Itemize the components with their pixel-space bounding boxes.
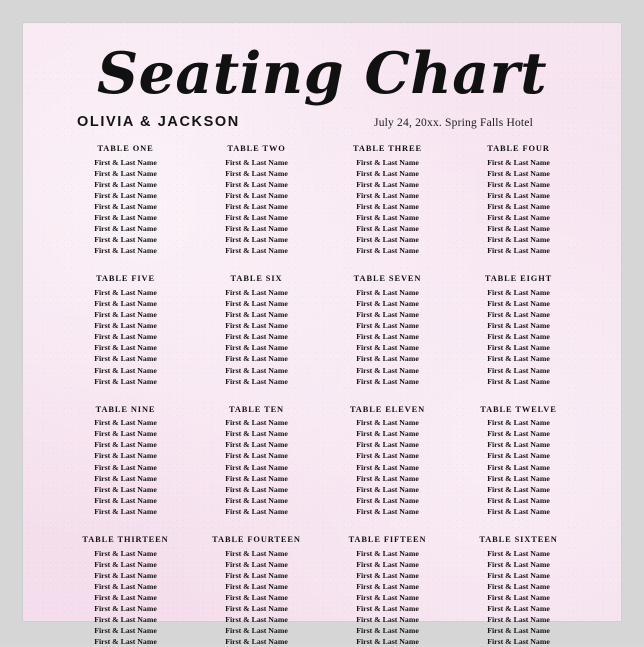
- guest-name: First & Last Name: [356, 581, 419, 591]
- table-heading: TABLE FIFTEEN: [348, 535, 427, 545]
- guest-name: First & Last Name: [94, 592, 157, 602]
- guest-name: First & Last Name: [356, 287, 419, 297]
- guest-name: First & Last Name: [225, 376, 288, 386]
- guest-name: First & Last Name: [94, 332, 157, 342]
- guest-name: First & Last Name: [487, 246, 550, 256]
- guest-name: First & Last Name: [225, 559, 288, 569]
- guest-name: First & Last Name: [487, 224, 550, 234]
- guest-name: First & Last Name: [94, 451, 157, 461]
- guest-name: First & Last Name: [356, 451, 419, 461]
- table-block: [325, 405, 450, 517]
- table-block: [63, 144, 188, 256]
- guest-name: First & Last Name: [94, 201, 157, 211]
- guest-name: First & Last Name: [356, 604, 419, 613]
- table-heading: TABLE NINE: [95, 404, 156, 414]
- guest-name: First & Last Name: [225, 224, 288, 234]
- table-heading: TABLE SIX: [230, 274, 283, 284]
- guest-name: First & Last Name: [356, 570, 419, 580]
- guest-name: First & Last Name: [225, 451, 288, 461]
- guest-name: First & Last Name: [487, 321, 550, 331]
- guest-name: First & Last Name: [94, 224, 157, 234]
- guest-name: First & Last Name: [94, 343, 157, 353]
- table-block: [456, 144, 581, 256]
- guest-name: First & Last Name: [487, 429, 550, 439]
- guest-name: First & Last Name: [225, 365, 288, 375]
- guest-name: First & Last Name: [94, 440, 157, 450]
- table-heading: TABLE TWELVE: [480, 404, 557, 414]
- guest-name: First & Last Name: [356, 332, 419, 342]
- guest-name: First & Last Name: [356, 235, 419, 245]
- guest-name: First & Last Name: [94, 506, 157, 516]
- guest-name: First & Last Name: [225, 462, 288, 472]
- table-heading: TABLE FOUR: [487, 144, 550, 153]
- guest-name: First & Last Name: [487, 592, 550, 602]
- guest-name: First & Last Name: [356, 376, 419, 386]
- guest-name: First & Last Name: [487, 168, 550, 178]
- table-heading: TABLE SEVEN: [353, 274, 422, 284]
- guest-name: First & Last Name: [487, 548, 550, 558]
- guest-name: First & Last Name: [356, 548, 419, 558]
- guest-name: First & Last Name: [487, 495, 550, 505]
- table-block: [325, 144, 450, 256]
- guest-name: First & Last Name: [487, 440, 550, 450]
- guest-name: First & Last Name: [94, 418, 157, 428]
- guest-name: First & Last Name: [94, 484, 157, 494]
- guest-name: First & Last Name: [94, 615, 157, 625]
- seating-tables-grid: [63, 144, 581, 647]
- table-block: [456, 274, 581, 386]
- guest-name: First & Last Name: [225, 190, 288, 200]
- guest-name: First & Last Name: [356, 343, 419, 353]
- guest-name: First & Last Name: [225, 310, 288, 320]
- guest-name: First & Last Name: [94, 365, 157, 375]
- guest-name: First & Last Name: [487, 332, 550, 342]
- guest-name: First & Last Name: [94, 246, 157, 256]
- guest-name: First & Last Name: [487, 376, 550, 386]
- guest-name: First & Last Name: [225, 298, 288, 308]
- guest-name: First & Last Name: [487, 473, 550, 483]
- guest-name: First & Last Name: [487, 570, 550, 580]
- guest-name: First & Last Name: [225, 626, 288, 636]
- guest-name: First & Last Name: [487, 559, 550, 569]
- guest-name: First & Last Name: [225, 495, 288, 505]
- guest-name: First & Last Name: [356, 473, 419, 483]
- guest-name: First & Last Name: [487, 212, 550, 222]
- guest-name: First & Last Name: [225, 637, 288, 647]
- guest-name: First & Last Name: [487, 179, 550, 189]
- guest-name: First & Last Name: [94, 321, 157, 331]
- guest-name: First & Last Name: [487, 581, 550, 591]
- guest-name: First & Last Name: [225, 321, 288, 331]
- table-block: [63, 274, 188, 386]
- guest-name: First & Last Name: [356, 212, 419, 222]
- guest-name: First & Last Name: [487, 484, 550, 494]
- guest-name: First & Last Name: [487, 201, 550, 211]
- guest-name: First & Last Name: [356, 462, 419, 472]
- guest-name: First & Last Name: [94, 298, 157, 308]
- seating-chart-poster: [23, 23, 621, 647]
- guest-name: First & Last Name: [356, 321, 419, 331]
- guest-name: First & Last Name: [94, 310, 157, 320]
- guest-name: First & Last Name: [94, 604, 157, 613]
- table-heading: TABLE FOURTEEN: [212, 535, 301, 545]
- guest-name: First & Last Name: [225, 484, 288, 494]
- guest-name: First & Last Name: [487, 506, 550, 516]
- poster-content: [23, 40, 621, 647]
- guest-name: First & Last Name: [487, 287, 550, 297]
- guest-name: First & Last Name: [225, 506, 288, 516]
- guest-name: First & Last Name: [94, 157, 157, 167]
- guest-name: First & Last Name: [356, 484, 419, 494]
- guest-name: First & Last Name: [487, 190, 550, 200]
- guest-name: First & Last Name: [94, 637, 157, 647]
- guest-name: First & Last Name: [356, 559, 419, 569]
- guest-name: First & Last Name: [94, 626, 157, 636]
- guest-name: First & Last Name: [356, 190, 419, 200]
- table-heading: TABLE TWO: [227, 144, 286, 153]
- guest-name: First & Last Name: [94, 190, 157, 200]
- guest-name: First & Last Name: [94, 179, 157, 189]
- guest-name: First & Last Name: [356, 298, 419, 308]
- table-heading: TABLE SIXTEEN: [479, 535, 558, 545]
- guest-name: First & Last Name: [94, 354, 157, 364]
- guest-name: First & Last Name: [356, 365, 419, 375]
- guest-name: First & Last Name: [225, 440, 288, 450]
- guest-name: First & Last Name: [225, 418, 288, 428]
- guest-name: First & Last Name: [487, 343, 550, 353]
- page-title: Seating Chart: [96, 40, 548, 107]
- guest-name: First & Last Name: [356, 310, 419, 320]
- table-block: [194, 405, 319, 517]
- guest-name: First & Last Name: [94, 287, 157, 297]
- guest-name: First & Last Name: [225, 570, 288, 580]
- guest-name: First & Last Name: [225, 581, 288, 591]
- guest-name: First & Last Name: [487, 604, 550, 613]
- table-block: [63, 535, 188, 647]
- guest-name: First & Last Name: [225, 429, 288, 439]
- guest-name: First & Last Name: [94, 462, 157, 472]
- guest-name: First & Last Name: [94, 376, 157, 386]
- guest-name: First & Last Name: [487, 418, 550, 428]
- guest-name: First & Last Name: [356, 157, 419, 167]
- guest-name: First & Last Name: [225, 343, 288, 353]
- guest-name: First & Last Name: [225, 615, 288, 625]
- table-heading: TABLE FIVE: [96, 274, 155, 284]
- table-heading: TABLE TEN: [228, 404, 285, 414]
- poster-subheader: [77, 114, 567, 130]
- guest-name: First & Last Name: [487, 451, 550, 461]
- table-heading: TABLE ONE: [97, 144, 154, 153]
- guest-name: First & Last Name: [225, 548, 288, 558]
- guest-name: First & Last Name: [356, 440, 419, 450]
- guest-name: First & Last Name: [487, 298, 550, 308]
- guest-name: First & Last Name: [356, 495, 419, 505]
- guest-name: First & Last Name: [487, 235, 550, 245]
- guest-name: First & Last Name: [487, 637, 550, 647]
- guest-name: First & Last Name: [94, 559, 157, 569]
- table-heading: TABLE THIRTEEN: [82, 535, 169, 545]
- guest-name: First & Last Name: [94, 570, 157, 580]
- guest-name: First & Last Name: [225, 354, 288, 364]
- guest-name: First & Last Name: [356, 179, 419, 189]
- table-block: [194, 535, 319, 647]
- couple-names: OLIVIA & JACKSON: [77, 114, 240, 130]
- guest-name: First & Last Name: [225, 168, 288, 178]
- guest-name: First & Last Name: [225, 246, 288, 256]
- guest-name: First & Last Name: [356, 429, 419, 439]
- guest-name: First & Last Name: [356, 592, 419, 602]
- guest-name: First & Last Name: [356, 354, 419, 364]
- guest-name: First & Last Name: [356, 224, 419, 234]
- guest-name: First & Last Name: [356, 201, 419, 211]
- table-block: [63, 405, 188, 517]
- guest-name: First & Last Name: [487, 626, 550, 636]
- guest-name: First & Last Name: [225, 235, 288, 245]
- table-block: [456, 535, 581, 647]
- table-block: [325, 535, 450, 647]
- table-heading: TABLE EIGHT: [484, 274, 553, 284]
- guest-name: First & Last Name: [94, 429, 157, 439]
- guest-name: First & Last Name: [225, 287, 288, 297]
- guest-name: First & Last Name: [225, 157, 288, 167]
- guest-name: First & Last Name: [487, 462, 550, 472]
- guest-name: First & Last Name: [487, 365, 550, 375]
- guest-name: First & Last Name: [94, 581, 157, 591]
- guest-name: First & Last Name: [487, 615, 550, 625]
- guest-name: First & Last Name: [225, 332, 288, 342]
- guest-name: First & Last Name: [487, 354, 550, 364]
- guest-name: First & Last Name: [94, 212, 157, 222]
- table-block: [325, 274, 450, 386]
- guest-name: First & Last Name: [225, 201, 288, 211]
- guest-name: First & Last Name: [487, 157, 550, 167]
- guest-name: First & Last Name: [356, 626, 419, 636]
- guest-name: First & Last Name: [356, 506, 419, 516]
- guest-name: First & Last Name: [94, 473, 157, 483]
- guest-name: First & Last Name: [225, 592, 288, 602]
- guest-name: First & Last Name: [356, 168, 419, 178]
- guest-name: First & Last Name: [356, 637, 419, 647]
- table-block: [456, 405, 581, 517]
- guest-name: First & Last Name: [225, 179, 288, 189]
- guest-name: First & Last Name: [225, 473, 288, 483]
- guest-name: First & Last Name: [94, 548, 157, 558]
- table-block: [194, 144, 319, 256]
- guest-name: First & Last Name: [356, 615, 419, 625]
- guest-name: First & Last Name: [225, 604, 288, 613]
- guest-name: First & Last Name: [94, 495, 157, 505]
- guest-name: First & Last Name: [225, 212, 288, 222]
- event-details: July 24, 20xx. Spring Falls Hotel: [374, 117, 533, 129]
- guest-name: First & Last Name: [94, 168, 157, 178]
- table-block: [194, 274, 319, 386]
- guest-name: First & Last Name: [356, 418, 419, 428]
- table-heading: TABLE ELEVEN: [349, 404, 426, 414]
- guest-name: First & Last Name: [94, 235, 157, 245]
- guest-name: First & Last Name: [356, 246, 419, 256]
- table-heading: TABLE THREE: [353, 144, 422, 153]
- guest-name: First & Last Name: [487, 310, 550, 320]
